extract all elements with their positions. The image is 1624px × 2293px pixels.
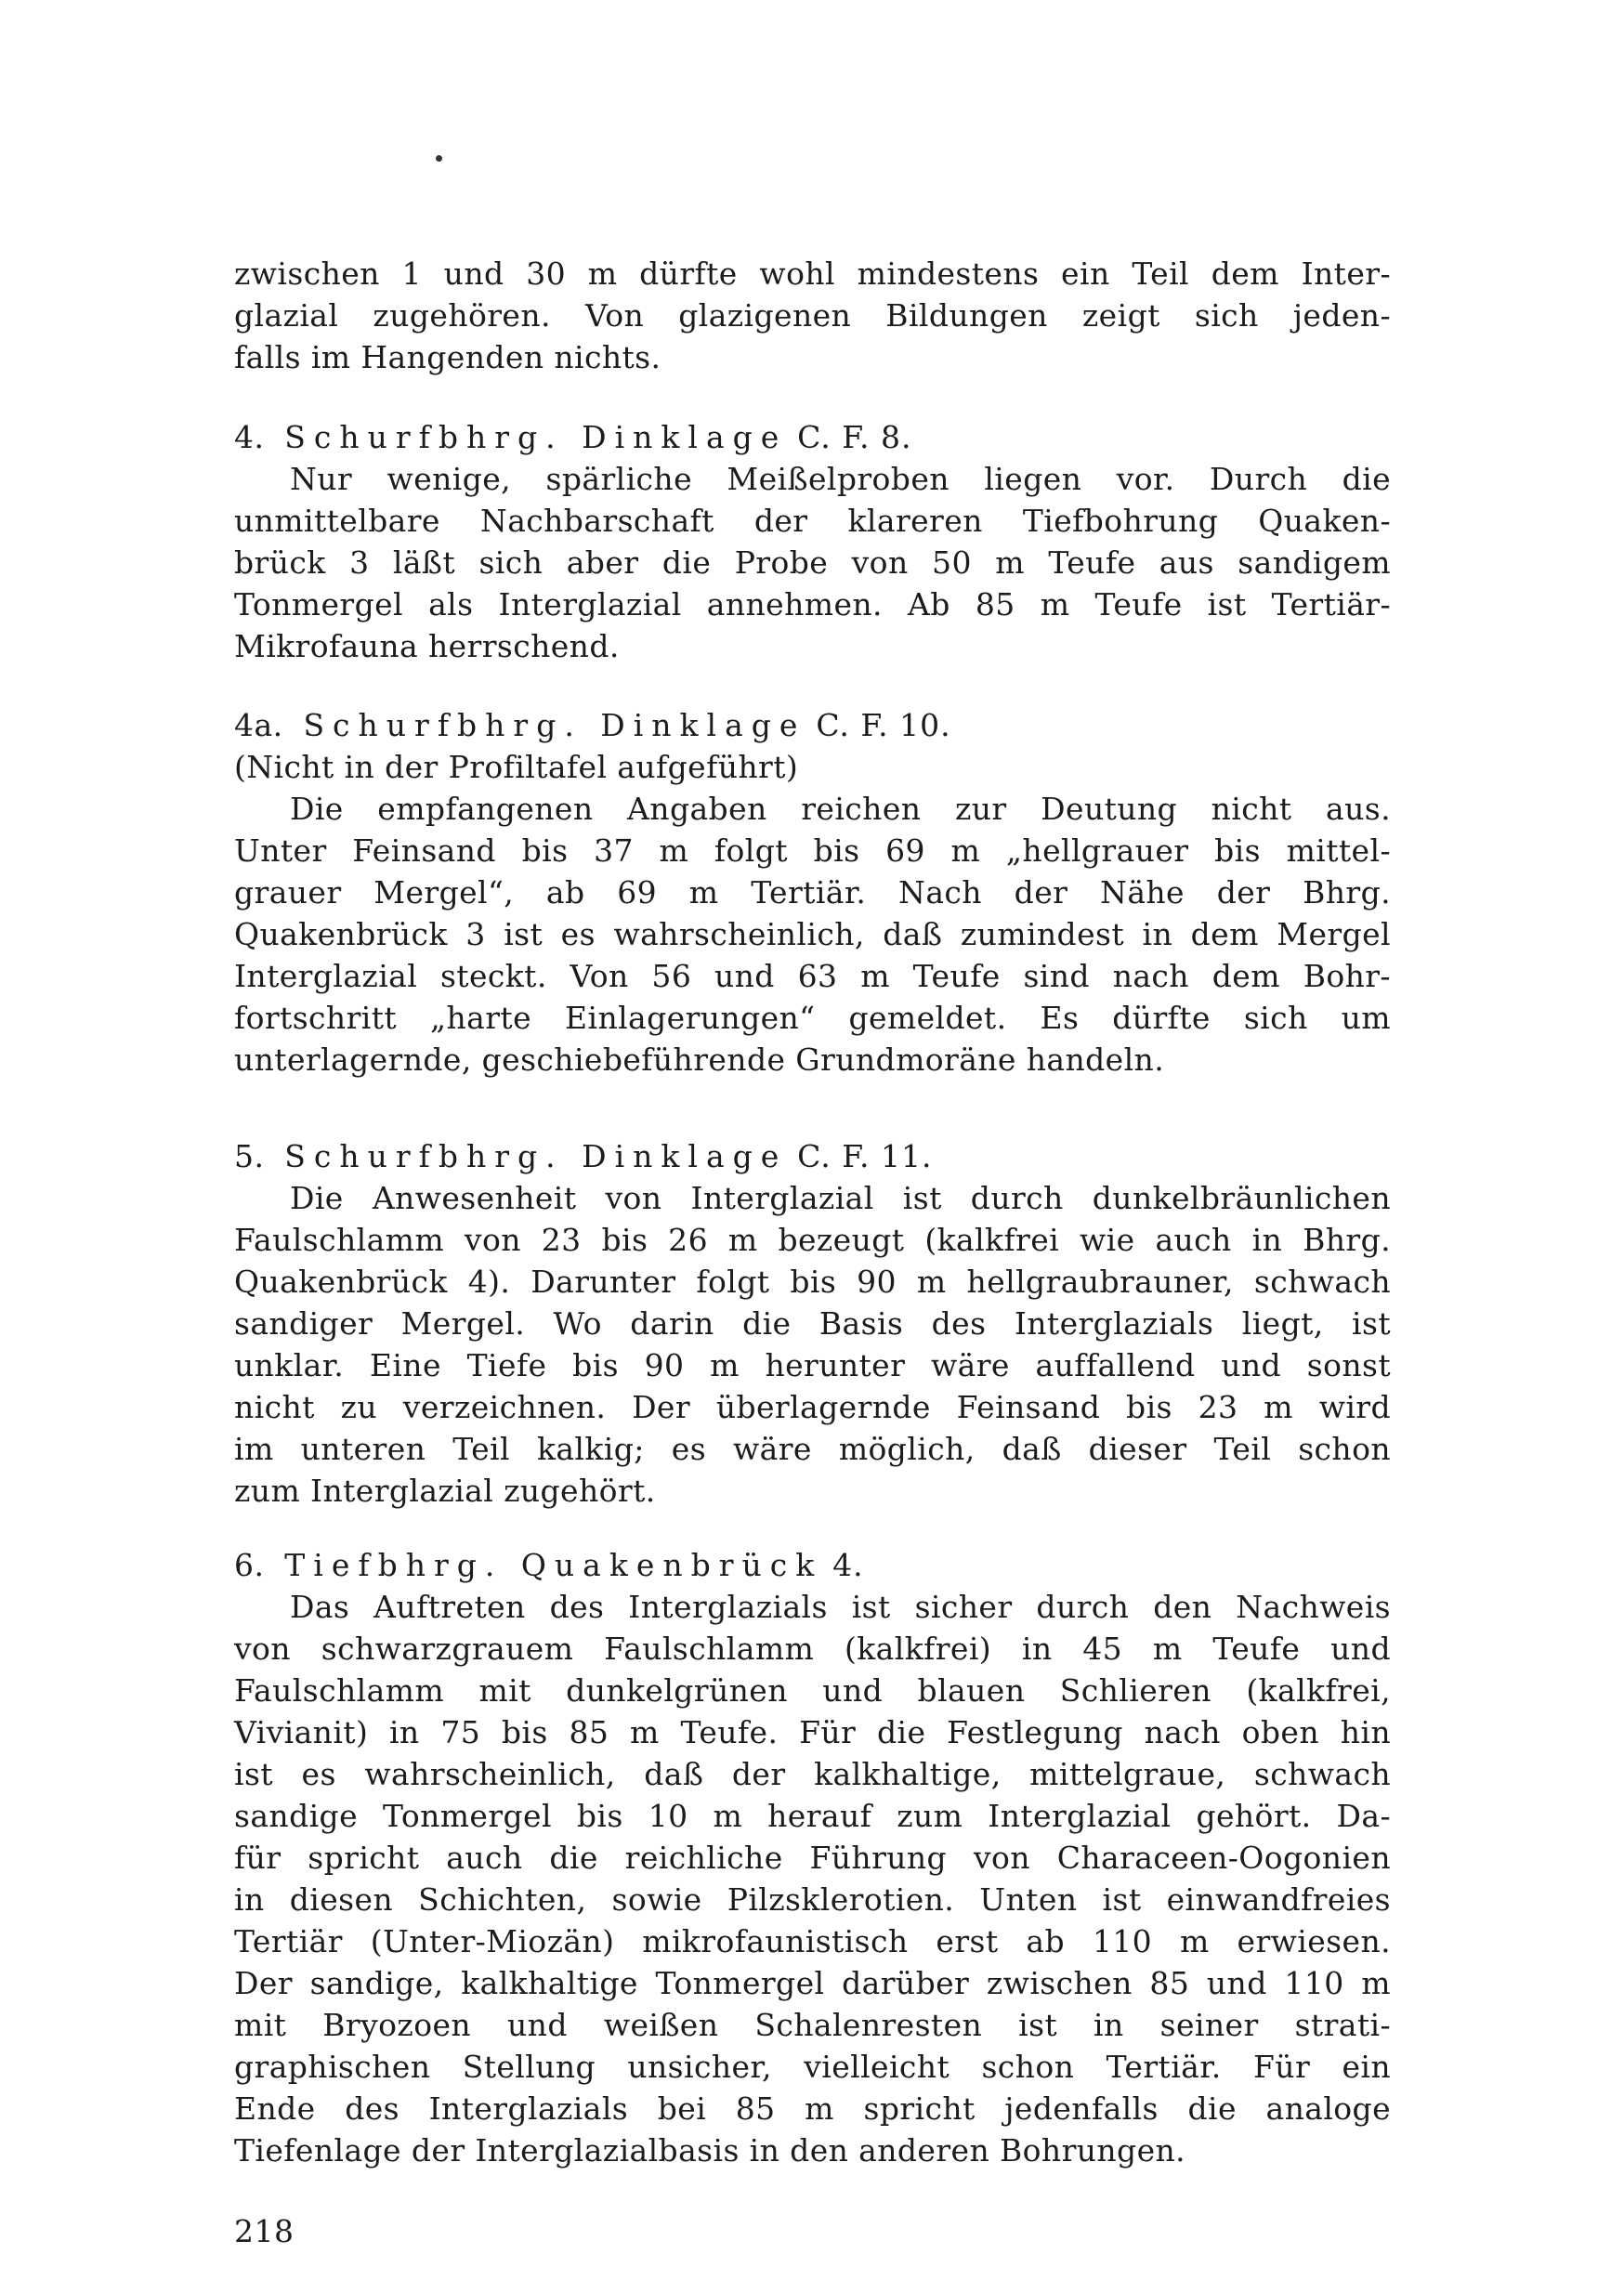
text-line: sandiger Mergel. Wo darin die Basis des Interglazials liegt, ist xyxy=(234,1305,1391,1342)
section-ref: C. F. 10. xyxy=(816,707,951,743)
text-line: unmittelbare Nachbarschaft der klareren Tiefbohrung Quaken- xyxy=(234,503,1391,539)
text-line: grauer Mergel“, ab 69 m Tertiär. Nach der Nähe der Bhrg. xyxy=(234,874,1391,911)
text-line: ist es wahrscheinlich, daß der kalkhaltige, mittelgraue, schwach xyxy=(234,1756,1391,1792)
text-line: unterlagernde, geschiebeführende Grundmoräne handeln. xyxy=(234,1042,1165,1078)
section-6 xyxy=(234,1544,1391,2171)
section-name: Tiefbhrg. Quakenbrück xyxy=(284,1547,823,1583)
text-line: mit Bryozoen und weißen Schalenresten ist in seiner strati- xyxy=(234,2007,1391,2043)
section-number: 6. xyxy=(234,1547,265,1583)
text-line: Quakenbrück 3 ist es wahrscheinlich, daß zumindest in dem Mergel xyxy=(234,916,1391,952)
section-name: Schurfbhrg. Dinklage xyxy=(284,1138,788,1174)
section-4 xyxy=(234,416,1391,667)
section-4a xyxy=(234,704,1391,1081)
text-line: Vivianit) in 75 bis 85 m Teufe. Für die Festlegung nach oben hin xyxy=(234,1714,1391,1750)
section-note: (Nicht in der Profiltafel aufgeführt) xyxy=(234,749,799,785)
text-line: zwischen 1 und 30 m dürfte wohl mindestens ein Teil dem Inter- xyxy=(234,256,1391,292)
text-line: sandige Tonmergel bis 10 m herauf zum Interglazial gehört. Da- xyxy=(234,1798,1391,1834)
text-line: Mikrofauna herrschend. xyxy=(234,628,620,664)
text-line: Faulschlamm mit dunkelgrünen und blauen Schlieren (kalkfrei, xyxy=(234,1672,1391,1709)
text-line: Quakenbrück 4). Darunter folgt bis 90 m hellgraubrauner, schwach xyxy=(234,1264,1391,1300)
text-line: von schwarzgrauem Faulschlamm (kalkfrei) in 45 m Teufe und xyxy=(234,1631,1391,1667)
text-line: Tiefenlage der Interglazialbasis in den anderen Bohrungen. xyxy=(234,2132,1186,2169)
section-heading xyxy=(234,1135,1391,1177)
text-line: für spricht auch die reichliche Führung von Characeen-Oogonien xyxy=(234,1840,1391,1876)
section-ref: C. F. 11. xyxy=(797,1138,933,1174)
text-line: unklar. Eine Tiefe bis 90 m herunter wäre auffallend und sonst xyxy=(234,1347,1391,1383)
text-line: Die Anwesenheit von Interglazial ist durch dunkelbräunlichen xyxy=(290,1180,1391,1216)
text-line: Das Auftreten des Interglazials ist sicher durch den Nachweis xyxy=(290,1589,1391,1625)
text-line: zum Interglazial zugehört. xyxy=(234,1473,656,1509)
section-ref: 4. xyxy=(832,1547,864,1583)
section-heading xyxy=(234,416,1391,458)
text-line: Unter Feinsand bis 37 m folgt bis 69 m „hellgrauer bis mittel- xyxy=(234,832,1391,869)
text-line: fortschritt „harte Einlagerungen“ gemeldet. Es dürfte sich um xyxy=(234,1000,1391,1036)
print-speck xyxy=(436,155,442,162)
text-line: in diesen Schichten, sowie Pilzsklerotien. Unten ist einwandfreies xyxy=(234,1881,1391,1918)
text-line: Der sandige, kalkhaltige Tonmergel darüber zwischen 85 und 110 m xyxy=(234,1965,1391,2001)
text-line: graphischen Stellung unsicher, vielleicht schon Tertiär. Für ein xyxy=(234,2049,1391,2085)
section-heading xyxy=(234,1544,1391,1586)
section-name: Schurfbhrg. Dinklage xyxy=(303,707,806,743)
intro-paragraph xyxy=(234,253,1391,378)
text-line: Die empfangenen Angaben reichen zur Deutung nicht aus. xyxy=(290,791,1391,827)
text-line: Interglazial steckt. Von 56 und 63 m Teufe sind nach dem Bohr- xyxy=(234,958,1391,994)
section-number: 4a. xyxy=(234,707,283,743)
section-5 xyxy=(234,1135,1391,1512)
text-line: Tonmergel als Interglazial annehmen. Ab 85 m Teufe ist Tertiär- xyxy=(234,586,1391,622)
section-number: 4. xyxy=(234,419,265,455)
text-line: glazial zugehören. Von glazigenen Bildungen zeigt sich jeden- xyxy=(234,297,1391,334)
text-line: Faulschlamm von 23 bis 26 m bezeugt (kalkfrei wie auch in Bhrg. xyxy=(234,1222,1391,1258)
section-number: 5. xyxy=(234,1138,265,1174)
section-heading xyxy=(234,704,1391,746)
text-line: Tertiär (Unter-Miozän) mikrofaunistisch erst ab 110 m erwiesen. xyxy=(234,1923,1391,1959)
text-line: Nur wenige, spärliche Meißelproben liegen vor. Durch die xyxy=(290,461,1391,497)
page-number: 218 xyxy=(234,2213,295,2249)
section-ref: C. F. 8. xyxy=(797,419,912,455)
text-line: falls im Hangenden nichts. xyxy=(234,339,661,375)
text-line: Ende des Interglazials bei 85 m spricht jedenfalls die analoge xyxy=(234,2090,1391,2127)
text-line: brück 3 läßt sich aber die Probe von 50 m Teufe aus sandigem xyxy=(234,544,1391,581)
text-line: nicht zu verzeichnen. Der überlagernde Feinsand bis 23 m wird xyxy=(234,1389,1391,1425)
text-line: im unteren Teil kalkig; es wäre möglich, daß dieser Teil schon xyxy=(234,1431,1391,1467)
section-name: Schurfbhrg. Dinklage xyxy=(284,419,788,455)
